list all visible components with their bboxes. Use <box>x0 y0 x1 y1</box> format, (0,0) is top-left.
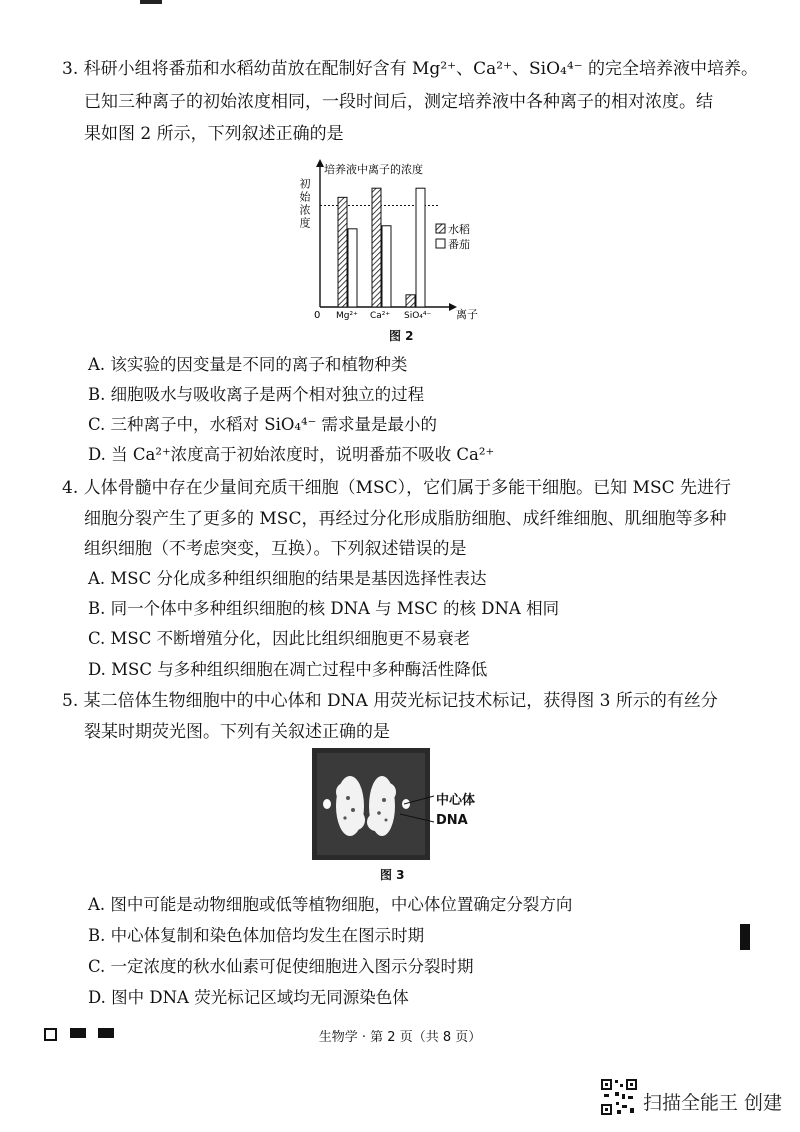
bar-tomato-1 <box>382 226 391 307</box>
bar-rice-2 <box>406 295 415 307</box>
x-tick-label-1: Ca²⁺ <box>370 311 391 321</box>
q5-option-a: A. 图中可能是动物细胞或低等植物细胞，中心体位置确定分裂方向 <box>88 895 573 914</box>
q3-option-c: C. 三种离子中，水稻对 SiO₄⁴⁻ 需求量是最小的 <box>88 415 438 434</box>
q4-option-d: D. MSC 与多种组织细胞在凋亡过程中多种酶活性降低 <box>88 660 488 679</box>
bar-rice-0 <box>338 197 347 307</box>
legend-label-rice: 水稻 <box>448 223 470 236</box>
centrosome-left <box>323 799 331 809</box>
scanner-watermark: 扫描全能王 创建 <box>643 1092 783 1114</box>
bar-rice-1 <box>372 188 381 307</box>
q4-stem-line2: 细胞分裂产生了更多的 MSC，再经过分化形成脂肪细胞、成纤维细胞、肌细胞等多种 <box>84 509 727 529</box>
svg-text:始: 始 <box>299 190 311 204</box>
q5-option-d: D. 图中 DNA 荧光标记区域均无同源染色体 <box>88 988 409 1007</box>
q5-stem-line2: 裂某时期荧光图。下列有关叙述正确的是 <box>84 722 390 742</box>
scan-artifact-top <box>140 0 162 4</box>
figure-3-pointer-lines <box>400 790 436 830</box>
figure-2-chart <box>290 155 510 330</box>
bar-tomato-0 <box>348 229 357 307</box>
q4-option-b: B. 同一个体中多种组织细胞的核 DNA 与 MSC 的核 DNA 相同 <box>88 599 560 618</box>
q3-option-b: B. 细胞吸水与吸收离子是两个相对独立的过程 <box>88 385 425 404</box>
q3-stem-line3: 果如图 2 所示，下列叙述正确的是 <box>84 124 344 144</box>
q5-stem-line1: 5. 某二倍体生物细胞中的中心体和 DNA 用荧光标记技术标记，获得图 3 所示的有丝分 <box>62 691 718 711</box>
q3-stem-line1: 3. 科研小组将番茄和水稻幼苗放在配制好含有 Mg²⁺、Ca²⁺、SiO₄⁴⁻ 的完全培养液中培养。 <box>62 59 759 79</box>
legend-swatch-tomato <box>436 239 445 248</box>
scan-artifact-right <box>740 924 750 950</box>
y-axis-arrow <box>316 159 324 167</box>
q4-stem-line1: 4. 人体骨髓中存在少量间充质干细胞（MSC），它们属于多能干细胞。已知 MSC 先进行 <box>62 478 732 498</box>
legend <box>436 222 470 251</box>
figure-2-caption: 图 2 <box>389 329 414 343</box>
label-centrosome: 中心体 <box>436 793 476 808</box>
svg-text:度: 度 <box>299 216 311 230</box>
q4-option-a: A. MSC 分化成多种组织细胞的结果是基因选择性表达 <box>88 569 487 588</box>
legend-swatch-rice <box>436 224 445 233</box>
label-dna: DNA <box>436 813 468 828</box>
q4-option-c: C. MSC 不断增殖分化，因此比组织细胞更不易衰老 <box>88 629 471 648</box>
x-axis-title: 离子 <box>456 308 478 321</box>
legend-label-tomato: 番茄 <box>448 238 470 251</box>
page-footer: 生物学 · 第 2 页（共 8 页） <box>318 1030 482 1045</box>
q5-option-b: B. 中心体复制和染色体加倍均发生在图示时期 <box>88 926 425 945</box>
svg-text:初: 初 <box>299 177 311 191</box>
x-tick-label-0: Mg²⁺ <box>336 311 358 321</box>
initial-concentration-label <box>300 177 312 229</box>
q4-stem-line3: 组织细胞（不考虑突变，互换）。下列叙述错误的是 <box>84 539 467 559</box>
qr-code-icon <box>600 1078 638 1116</box>
q3-option-d: D. 当 Ca²⁺浓度高于初始浓度时，说明番茄不吸收 Ca²⁺ <box>88 445 495 464</box>
q3-option-a: A. 该实验的因变量是不同的离子和植物种类 <box>88 355 408 374</box>
y-axis-title: 培养液中离子的浓度 <box>324 163 423 176</box>
q5-option-c: C. 一定浓度的秋水仙素可促使细胞进入图示分裂时期 <box>88 957 474 976</box>
x-tick-label-2: SiO₄⁴⁻ <box>404 311 432 321</box>
figure-3-caption: 图 3 <box>380 868 405 882</box>
bar-tomato-2 <box>416 188 425 307</box>
origin-label: 0 <box>314 310 321 321</box>
svg-text:浓: 浓 <box>299 203 311 217</box>
q3-stem-line2: 已知三种离子的初始浓度相同，一段时间后，测定培养液中各种离子的相对浓度。结 <box>84 92 713 112</box>
